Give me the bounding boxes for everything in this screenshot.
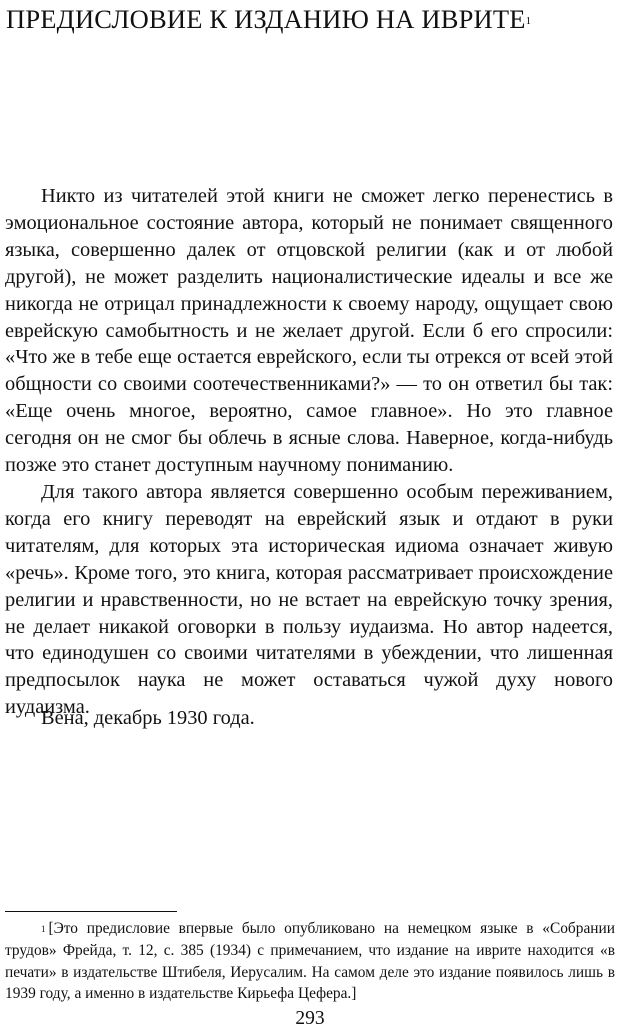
chapter-title-text: ПРЕДИСЛОВИЕ К ИЗДАНИЮ НА ИВРИТЕ bbox=[6, 4, 526, 34]
footnote-text: [Это предисловие впервые было опубликовано на немецком языке в «Собрании трудов» Фрейда, т. 12, с. 385 (1934) с примечанием, что издание на иврите находится «в печати» в издательстве Штибеля, Иерусалим. На самом деле это издание появилось лишь в 1939 году, а именно в издательстве Кирьефа Цефера.] bbox=[5, 920, 615, 1003]
signoff: Вена, декабрь 1930 года. bbox=[41, 707, 255, 729]
page-number: 293 bbox=[295, 1008, 325, 1029]
footnote-divider bbox=[5, 911, 177, 912]
chapter-title bbox=[6, 2, 618, 36]
title-footnote-marker: 1 bbox=[525, 15, 532, 27]
paragraph-1: Никто из читателей этой книги не сможет легко перенестись в эмоциональное состояние автора, который не понимает священного языка, совершенно далек от отцовской религии (как и от любой другой), не может разделить националистические идеалы и все же никогда не отрицал принадлежности к своему народу, ощущает свою еврейскую самобытность и не желает другой. Если б его спросили: «Что же в тебе еще остается еврейского, если ты отрекся от всей этой общности со своими соотечественниками?» — то он ответил бы так: «Еще очень многое, вероятно, самое главное». Но это главное сегодня он не смог бы облечь в ясные слова. Наверное, когда-нибудь позже это станет доступным научному пониманию. bbox=[5, 185, 613, 477]
footnote-marker: 1 bbox=[41, 924, 46, 934]
paragraph-2: Для такого автора является совершенно особым переживанием, когда его книгу переводят на еврейский язык и отдают в руки читателям, для которых эта историческая идиома означает живую «речь». Кроме того, это книга, которая рассматривает происхождение религии и нравственности, но не встает на еврейскую точку зрения, не делает никакой оговорки в пользу иудаизма. Но автор надеется, что единодушен со своими читателями в убеждении, что лишенная предпосылок наука не может оставаться чужой духу нового иудаизма. bbox=[5, 480, 613, 719]
main-text bbox=[5, 183, 613, 721]
footnote bbox=[5, 918, 615, 1005]
